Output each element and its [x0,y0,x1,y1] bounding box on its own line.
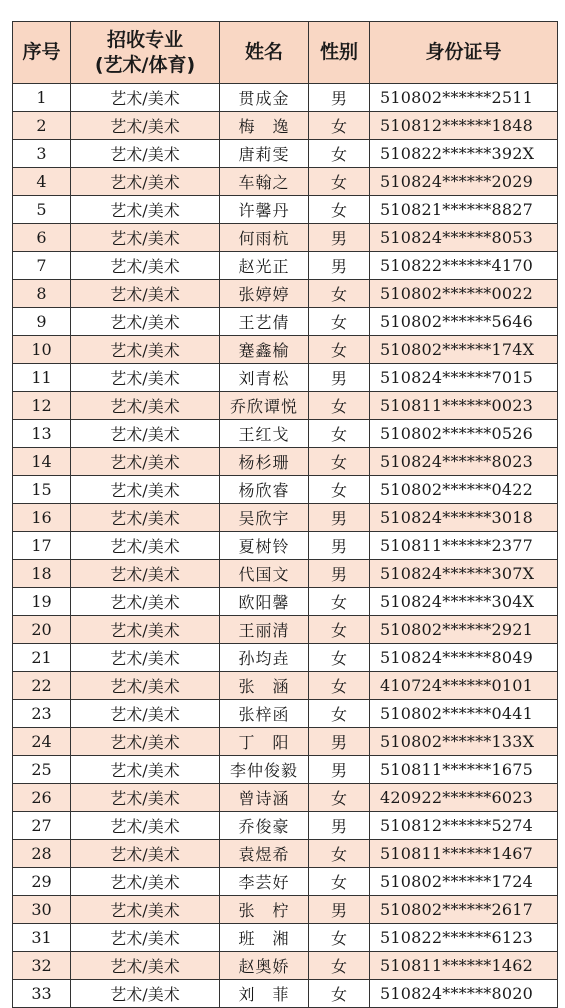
cell-name: 夏树铃 [220,532,309,560]
cell-id-number: 510824******8020 [370,980,558,1008]
cell-seq: 23 [13,700,71,728]
cell-major: 艺术/美术 [71,616,220,644]
table-row [13,952,558,980]
cell-major: 艺术/美术 [71,980,220,1008]
cell-major: 艺术/美术 [71,308,220,336]
cell-gender: 男 [309,224,370,252]
cell-seq: 33 [13,980,71,1008]
cell-gender: 女 [309,700,370,728]
cell-seq: 30 [13,896,71,924]
cell-seq: 24 [13,728,71,756]
cell-seq: 21 [13,644,71,672]
table-row [13,504,558,532]
cell-gender: 男 [309,756,370,784]
table-row [13,336,558,364]
cell-seq: 4 [13,168,71,196]
cell-id-number: 510812******5274 [370,812,558,840]
cell-name: 王艺倩 [220,308,309,336]
cell-id-number: 510811******0023 [370,392,558,420]
cell-major: 艺术/美术 [71,364,220,392]
cell-major: 艺术/美术 [71,84,220,112]
cell-gender: 男 [309,896,370,924]
cell-id-number: 510802******133X [370,728,558,756]
cell-name: 贯成金 [220,84,309,112]
cell-id-number: 510802******0526 [370,420,558,448]
cell-gender: 男 [309,504,370,532]
table-row [13,560,558,588]
cell-seq: 15 [13,476,71,504]
cell-seq: 11 [13,364,71,392]
cell-id-number: 510811******2377 [370,532,558,560]
cell-seq: 29 [13,868,71,896]
cell-seq: 1 [13,84,71,112]
cell-id-number: 510824******2029 [370,168,558,196]
table-header [13,22,558,84]
cell-gender: 女 [309,924,370,952]
table-row [13,616,558,644]
cell-gender: 女 [309,616,370,644]
cell-id-number: 510824******3018 [370,504,558,532]
cell-id-number: 510824******7015 [370,364,558,392]
cell-name: 张 柠 [220,896,309,924]
cell-gender: 女 [309,588,370,616]
header-name: 姓名 [220,22,309,84]
cell-id-number: 510822******392X [370,140,558,168]
cell-name: 孙均垚 [220,644,309,672]
table-row [13,924,558,952]
cell-seq: 32 [13,952,71,980]
cell-name: 唐莉雯 [220,140,309,168]
cell-gender: 女 [309,644,370,672]
table-row [13,112,558,140]
cell-id-number: 510811******1675 [370,756,558,784]
cell-name: 刘 菲 [220,980,309,1008]
cell-major: 艺术/美术 [71,196,220,224]
header-gender: 性别 [309,22,370,84]
cell-name: 曾诗涵 [220,784,309,812]
cell-name: 袁煜希 [220,840,309,868]
cell-major: 艺术/美术 [71,168,220,196]
table-row [13,532,558,560]
cell-major: 艺术/美术 [71,840,220,868]
cell-gender: 女 [309,952,370,980]
admission-list-table [12,21,558,1008]
cell-seq: 6 [13,224,71,252]
cell-seq: 25 [13,756,71,784]
table-row [13,140,558,168]
cell-id-number: 510802******2921 [370,616,558,644]
cell-id-number: 510824******307X [370,560,558,588]
table-row [13,196,558,224]
cell-name: 李芸好 [220,868,309,896]
cell-name: 梅 逸 [220,112,309,140]
cell-gender: 女 [309,392,370,420]
cell-major: 艺术/美术 [71,392,220,420]
cell-gender: 女 [309,476,370,504]
cell-id-number: 510822******4170 [370,252,558,280]
header-major-line1: 招收专业 [106,28,183,51]
cell-gender: 男 [309,252,370,280]
cell-gender: 男 [309,532,370,560]
cell-major: 艺术/美术 [71,224,220,252]
cell-gender: 男 [309,364,370,392]
cell-name: 赵光正 [220,252,309,280]
cell-major: 艺术/美术 [71,420,220,448]
table-row [13,896,558,924]
cell-major: 艺术/美术 [71,644,220,672]
cell-major: 艺术/美术 [71,280,220,308]
cell-seq: 13 [13,420,71,448]
cell-seq: 9 [13,308,71,336]
cell-name: 欧阳馨 [220,588,309,616]
table-row [13,672,558,700]
cell-seq: 19 [13,588,71,616]
cell-major: 艺术/美术 [71,476,220,504]
cell-name: 刘青松 [220,364,309,392]
cell-name: 乔欣谭悦 [220,392,309,420]
table-row [13,700,558,728]
cell-seq: 7 [13,252,71,280]
cell-gender: 女 [309,840,370,868]
header-major-line2: (艺术/体育) [94,53,196,76]
table-row [13,308,558,336]
cell-name: 丁 阳 [220,728,309,756]
cell-gender: 男 [309,84,370,112]
cell-major: 艺术/美术 [71,924,220,952]
cell-seq: 18 [13,560,71,588]
cell-gender: 女 [309,784,370,812]
cell-name: 张婷婷 [220,280,309,308]
cell-gender: 男 [309,728,370,756]
cell-name: 张 涵 [220,672,309,700]
table-row [13,448,558,476]
cell-gender: 女 [309,196,370,224]
cell-seq: 5 [13,196,71,224]
cell-name: 蹇鑫榆 [220,336,309,364]
cell-seq: 28 [13,840,71,868]
cell-gender: 女 [309,336,370,364]
cell-name: 班 湘 [220,924,309,952]
cell-name: 王红戈 [220,420,309,448]
cell-major: 艺术/美术 [71,588,220,616]
cell-seq: 27 [13,812,71,840]
table-row [13,420,558,448]
table-row [13,476,558,504]
cell-gender: 女 [309,868,370,896]
cell-id-number: 410724******0101 [370,672,558,700]
cell-gender: 女 [309,672,370,700]
cell-major: 艺术/美术 [71,504,220,532]
cell-name: 何雨杭 [220,224,309,252]
cell-gender: 女 [309,420,370,448]
cell-name: 乔俊豪 [220,812,309,840]
table-row [13,812,558,840]
table-row [13,868,558,896]
cell-major: 艺术/美术 [71,812,220,840]
header-row [13,22,558,84]
cell-id-number: 510802******174X [370,336,558,364]
table-row [13,392,558,420]
table-row [13,252,558,280]
cell-name: 赵奥娇 [220,952,309,980]
cell-name: 张梓函 [220,700,309,728]
table-row [13,224,558,252]
table-row [13,756,558,784]
table-row [13,84,558,112]
cell-name: 杨欣睿 [220,476,309,504]
cell-id-number: 510802******0022 [370,280,558,308]
cell-seq: 2 [13,112,71,140]
cell-seq: 17 [13,532,71,560]
cell-major: 艺术/美术 [71,672,220,700]
cell-id-number: 510821******8827 [370,196,558,224]
cell-gender: 男 [309,560,370,588]
cell-gender: 女 [309,112,370,140]
cell-id-number: 510802******5646 [370,308,558,336]
table-row [13,168,558,196]
cell-gender: 女 [309,308,370,336]
cell-gender: 女 [309,140,370,168]
cell-id-number: 510824******8049 [370,644,558,672]
cell-major: 艺术/美术 [71,336,220,364]
table-row [13,644,558,672]
cell-gender: 女 [309,980,370,1008]
table-row [13,728,558,756]
cell-gender: 女 [309,280,370,308]
header-id: 身份证号 [370,22,558,84]
cell-id-number: 510811******1462 [370,952,558,980]
cell-gender: 女 [309,168,370,196]
table-row [13,280,558,308]
cell-gender: 女 [309,448,370,476]
cell-seq: 14 [13,448,71,476]
cell-name: 车翰之 [220,168,309,196]
cell-seq: 12 [13,392,71,420]
cell-major: 艺术/美术 [71,140,220,168]
cell-name: 王丽清 [220,616,309,644]
table-row [13,588,558,616]
cell-major: 艺术/美术 [71,952,220,980]
cell-name: 李仲俊毅 [220,756,309,784]
cell-name: 许馨丹 [220,196,309,224]
cell-seq: 20 [13,616,71,644]
cell-id-number: 510824******304X [370,588,558,616]
cell-major: 艺术/美术 [71,448,220,476]
cell-gender: 男 [309,812,370,840]
cell-id-number: 420922******6023 [370,784,558,812]
cell-name: 吴欣宇 [220,504,309,532]
cell-seq: 26 [13,784,71,812]
cell-id-number: 510802******0422 [370,476,558,504]
cell-id-number: 510812******1848 [370,112,558,140]
cell-seq: 22 [13,672,71,700]
cell-name: 代国文 [220,560,309,588]
cell-id-number: 510802******2617 [370,896,558,924]
cell-major: 艺术/美术 [71,896,220,924]
cell-seq: 31 [13,924,71,952]
header-major [71,22,220,84]
cell-major: 艺术/美术 [71,252,220,280]
cell-major: 艺术/美术 [71,728,220,756]
table-row [13,980,558,1008]
cell-major: 艺术/美术 [71,532,220,560]
cell-id-number: 510811******1467 [370,840,558,868]
cell-id-number: 510824******8053 [370,224,558,252]
header-seq: 序号 [13,22,71,84]
cell-seq: 10 [13,336,71,364]
cell-name: 杨杉珊 [220,448,309,476]
cell-seq: 16 [13,504,71,532]
cell-major: 艺术/美术 [71,868,220,896]
cell-seq: 8 [13,280,71,308]
cell-id-number: 510802******2511 [370,84,558,112]
cell-major: 艺术/美术 [71,112,220,140]
cell-id-number: 510802******1724 [370,868,558,896]
cell-major: 艺术/美术 [71,700,220,728]
table-row [13,840,558,868]
cell-major: 艺术/美术 [71,560,220,588]
cell-id-number: 510824******8023 [370,448,558,476]
cell-id-number: 510822******6123 [370,924,558,952]
table-row [13,364,558,392]
cell-major: 艺术/美术 [71,784,220,812]
cell-major: 艺术/美术 [71,756,220,784]
cell-seq: 3 [13,140,71,168]
cell-id-number: 510802******0441 [370,700,558,728]
table-body [13,84,558,1008]
table-row [13,784,558,812]
